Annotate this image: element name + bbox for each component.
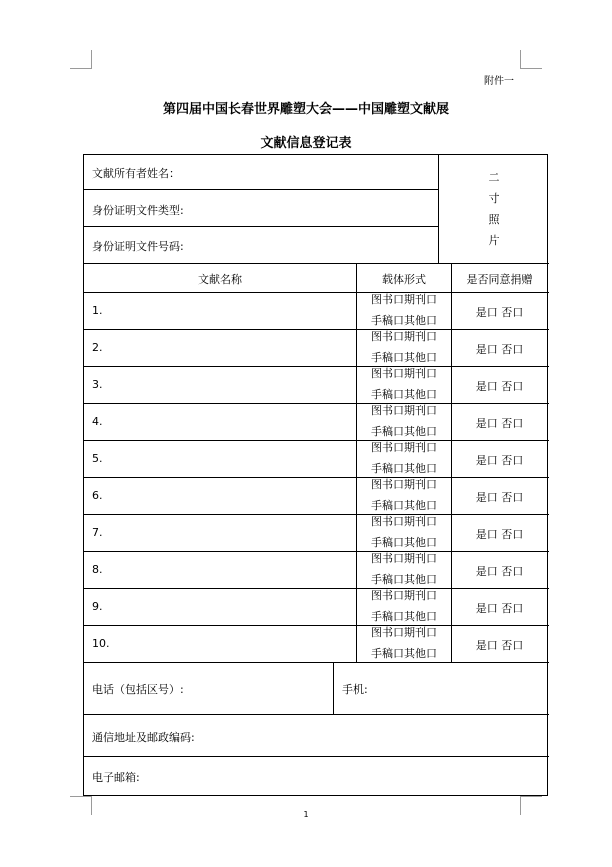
id-type-label: 身份证明文件类型: xyxy=(92,204,184,217)
crop-mark xyxy=(70,796,92,797)
row-divider xyxy=(84,588,549,589)
column-divider xyxy=(333,662,334,714)
carrier-options-line: 图书口期刊口 xyxy=(371,367,437,380)
row-divider xyxy=(84,292,549,293)
carrier-options-line: 手稿口其他口 xyxy=(371,536,437,549)
column-header-donate: 是否同意捐赠 xyxy=(466,273,533,286)
column-header-name: 文献名称 xyxy=(198,273,242,286)
row-divider xyxy=(84,662,549,663)
carrier-options[interactable] xyxy=(356,474,452,516)
carrier-options-line: 手稿口其他口 xyxy=(371,499,437,512)
carrier-options-line: 图书口期刊口 xyxy=(371,441,437,454)
carrier-options-line: 图书口期刊口 xyxy=(371,478,437,491)
donate-options[interactable]: 是口 否口 xyxy=(475,639,524,652)
document-row-number: 8. xyxy=(92,563,103,576)
donate-options[interactable]: 是口 否口 xyxy=(475,602,524,615)
carrier-options-line: 图书口期刊口 xyxy=(371,626,437,639)
crop-mark xyxy=(520,796,542,797)
photo-label-char: 片 xyxy=(488,234,500,247)
carrier-options-line: 图书口期刊口 xyxy=(371,552,437,565)
donate-options[interactable]: 是口 否口 xyxy=(475,380,524,393)
document-row-number: 6. xyxy=(92,489,103,502)
carrier-options-line: 手稿口其他口 xyxy=(371,388,437,401)
carrier-options[interactable] xyxy=(356,289,452,331)
donate-options[interactable]: 是口 否口 xyxy=(475,454,524,467)
row-divider xyxy=(84,189,438,190)
crop-mark xyxy=(520,68,542,69)
crop-mark xyxy=(520,50,521,69)
carrier-options-line: 图书口期刊口 xyxy=(371,293,437,306)
donate-options[interactable]: 是口 否口 xyxy=(475,343,524,356)
carrier-options[interactable] xyxy=(356,622,452,664)
donate-options[interactable]: 是口 否口 xyxy=(475,417,524,430)
carrier-options-line: 手稿口其他口 xyxy=(371,573,437,586)
document-row-number: 7. xyxy=(92,526,103,539)
page-number: 1 xyxy=(303,810,309,819)
document-row-number: 9. xyxy=(92,600,103,613)
carrier-options-line: 图书口期刊口 xyxy=(371,515,437,528)
row-divider xyxy=(84,440,549,441)
donate-options[interactable]: 是口 否口 xyxy=(475,306,524,319)
row-divider xyxy=(84,477,549,478)
row-divider xyxy=(84,226,438,227)
crop-mark xyxy=(70,68,92,69)
row-divider xyxy=(84,403,549,404)
document-subtitle: 文献信息登记表 xyxy=(260,136,352,151)
carrier-options-line: 图书口期刊口 xyxy=(371,404,437,417)
owner-name-label: 文献所有者姓名： xyxy=(92,167,180,180)
photo-label-char: 照 xyxy=(488,213,500,226)
carrier-options[interactable] xyxy=(356,585,452,627)
phone-label: 电话（包括区号）: xyxy=(92,683,184,696)
carrier-options[interactable] xyxy=(356,326,452,368)
carrier-options-line: 手稿口其他口 xyxy=(371,647,437,660)
id-number-label: 身份证明文件号码: xyxy=(92,240,184,253)
carrier-options[interactable] xyxy=(356,363,452,405)
row-divider xyxy=(84,714,549,715)
mobile-label: 手机: xyxy=(342,683,368,696)
row-divider xyxy=(84,756,549,757)
registration-form xyxy=(83,154,548,796)
row-divider xyxy=(84,366,549,367)
document-row-number: 4. xyxy=(92,415,103,428)
row-divider xyxy=(84,329,549,330)
row-divider xyxy=(84,514,549,515)
carrier-options-line: 手稿口其他口 xyxy=(371,610,437,623)
carrier-options[interactable] xyxy=(356,548,452,590)
photo-label-char: 二 xyxy=(488,171,500,184)
carrier-options[interactable] xyxy=(356,437,452,479)
document-row-number: 1. xyxy=(92,304,103,317)
column-header-carrier: 载体形式 xyxy=(382,273,426,286)
annex-label: 附件一 xyxy=(484,76,514,87)
document-row-number: 5. xyxy=(92,452,103,465)
address-label: 通信地址及邮政编码: xyxy=(92,731,195,744)
row-divider xyxy=(84,625,549,626)
email-label: 电子邮箱: xyxy=(92,771,140,784)
carrier-options-line: 图书口期刊口 xyxy=(371,330,437,343)
document-row-number: 3. xyxy=(92,378,103,391)
carrier-options-line: 手稿口其他口 xyxy=(371,425,437,438)
document-row-number: 2. xyxy=(92,341,103,354)
carrier-options-line: 手稿口其他口 xyxy=(371,462,437,475)
document-title: 第四届中国长春世界雕塑大会——中国雕塑文献展 xyxy=(162,102,449,117)
photo-label-char: 寸 xyxy=(488,192,500,205)
row-divider xyxy=(84,551,549,552)
donate-options[interactable]: 是口 否口 xyxy=(475,565,524,578)
document-row-number: 10. xyxy=(92,637,110,650)
donate-options[interactable]: 是口 否口 xyxy=(475,528,524,541)
carrier-options-line: 手稿口其他口 xyxy=(371,314,437,327)
carrier-options[interactable] xyxy=(356,400,452,442)
carrier-options-line: 图书口期刊口 xyxy=(371,589,437,602)
donate-options[interactable]: 是口 否口 xyxy=(475,491,524,504)
carrier-options-line: 手稿口其他口 xyxy=(371,351,437,364)
carrier-options[interactable] xyxy=(356,511,452,553)
photo-placeholder[interactable] xyxy=(439,167,549,251)
row-divider xyxy=(84,263,549,264)
crop-mark xyxy=(91,50,92,69)
